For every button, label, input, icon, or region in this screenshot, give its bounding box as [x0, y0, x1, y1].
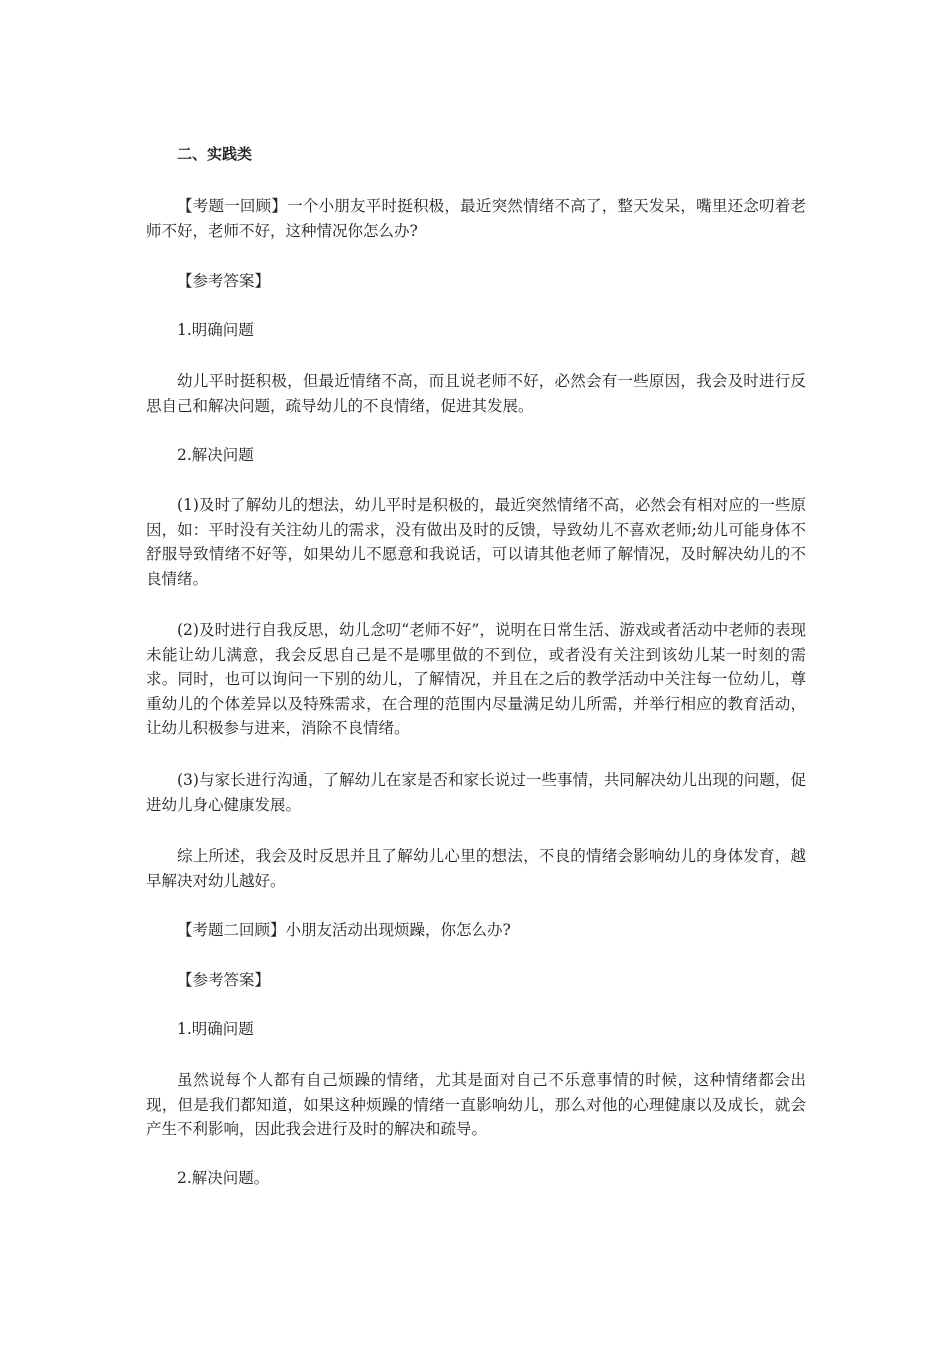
question-1: 【考题一回顾】一个小朋友平时挺积极，最近突然情绪不高了，整天发呆，嘴里还念叨着老师不好，老师不好，这种情况你怎么办? [146, 197, 806, 240]
q2-step2-title: 2.解决问题。 [177, 1169, 270, 1187]
q1-point-2: (2)及时进行自我反思，幼儿念叨“老师不好”，说明在日常生活、游戏或者活动中老师的表现未能让幼儿满意，我会反思自己是不是哪里做的不到位，或者没有关注到该幼儿某一时刻的需求。同时，也可以询问一下别的幼儿，了解情况，并且在之后的教学活动中关注每一位幼儿，尊重幼儿的个体差异以及特殊需求，在合理的范围内尽量满足幼儿所需，并举行相应的教育活动，让幼儿积极参与进来，消除不良情绪。 [146, 621, 806, 737]
answer-label-1: 【参考答案】 [177, 272, 271, 290]
q2-step1-text: 虽然说每个人都有自己烦躁的情绪，尤其是面对自己不乐意事情的时候，这种情绪都会出现，但是我们都知道，如果这种烦躁的情绪一直影响幼儿，那么对他的心理健康以及成长，就会产生不利影响，因此我会进行及时的解决和疏导。 [146, 1071, 806, 1138]
section-title: 二、实践类 [177, 145, 253, 163]
question-2: 【考题二回顾】小朋友活动出现烦躁，你怎么办? [177, 921, 511, 939]
q2-step1-title: 1.明确问题 [177, 1020, 254, 1038]
q1-step1-text: 幼儿平时挺积极，但最近情绪不高，而且说老师不好，必然会有一些原因，我会及时进行反思自己和解决问题，疏导幼儿的不良情绪，促进其发展。 [146, 372, 806, 415]
q1-step1-title: 1.明确问题 [177, 321, 254, 339]
q1-step2-title: 2.解决问题 [177, 446, 254, 464]
answer-label-2: 【参考答案】 [177, 971, 271, 989]
q1-point-3: (3)与家长进行沟通，了解幼儿在家是否和家长说过一些事情，共同解决幼儿出现的问题，促进幼儿身心健康发展。 [146, 771, 806, 814]
q1-summary: 综上所述，我会及时反思并且了解幼儿心里的想法，不良的情绪会影响幼儿的身体发育，越早解决对幼儿越好。 [146, 847, 806, 890]
q1-point-1: (1)及时了解幼儿的想法，幼儿平时是积极的，最近突然情绪不高，必然会有相对应的一些原因，如：平时没有关注幼儿的需求，没有做出及时的反馈，导致幼儿不喜欢老师;幼儿可能身体不舒服导致情绪不好等，如果幼儿不愿意和我说话，可以请其他老师了解情况，及时解决幼儿的不良情绪。 [146, 496, 806, 588]
